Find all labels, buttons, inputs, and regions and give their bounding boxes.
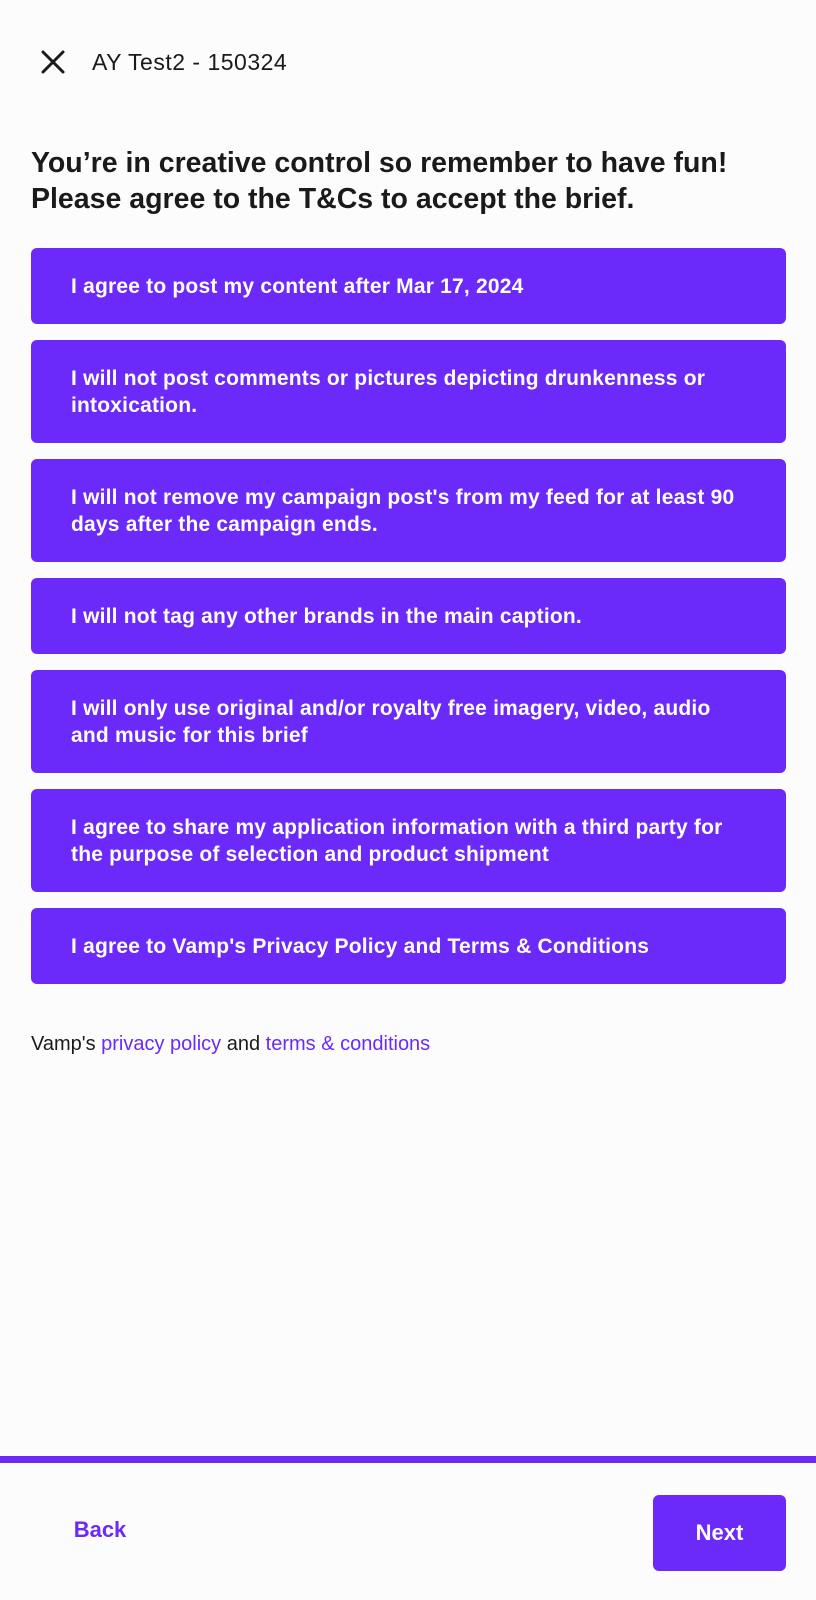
term-label: I will only use original and/or royalty free imagery, video, audio and music for this brief	[71, 696, 711, 747]
term-original-media[interactable]	[31, 670, 786, 773]
footer	[0, 1463, 816, 1600]
header	[0, 0, 816, 124]
terms-list	[31, 248, 786, 1000]
term-label: I will not remove my campaign post's from my feed for at least 90 days after the campaign ends.	[71, 485, 735, 536]
close-button[interactable]	[38, 47, 68, 77]
term-no-other-brands[interactable]	[31, 578, 786, 654]
next-button[interactable]: Next	[653, 1495, 786, 1571]
term-keep-post[interactable]	[31, 459, 786, 562]
links-middle: and	[221, 1033, 266, 1055]
term-privacy-terms[interactable]	[31, 908, 786, 984]
close-icon	[38, 47, 68, 77]
page-title: AY Test2 - 150324	[92, 49, 288, 75]
term-label: I agree to share my application information with a third party for the purpose of selection and product shipment	[71, 815, 723, 866]
back-button[interactable]: Back	[60, 1500, 140, 1560]
term-share-info[interactable]	[31, 789, 786, 892]
term-post-date[interactable]	[31, 248, 786, 324]
term-label: I agree to Vamp's Privacy Policy and Terms & Conditions	[71, 934, 650, 958]
footer-divider	[0, 1456, 816, 1463]
links-prefix: Vamp's	[31, 1033, 102, 1055]
terms-conditions-link[interactable]: terms & conditions	[265, 1033, 431, 1055]
instruction-heading: You’re in creative control so remember to have fun! Please agree to the T&Cs to accept the brief.	[31, 147, 728, 215]
term-label: I agree to post my content after Mar 17, 2024	[71, 274, 524, 298]
term-label: I will not post comments or pictures depicting drunkenness or intoxication.	[71, 366, 706, 417]
privacy-policy-link[interactable]: privacy policy	[101, 1033, 222, 1055]
term-no-intoxication[interactable]	[31, 340, 786, 443]
policy-links	[31, 1031, 430, 1057]
term-label: I will not tag any other brands in the main caption.	[71, 604, 582, 628]
